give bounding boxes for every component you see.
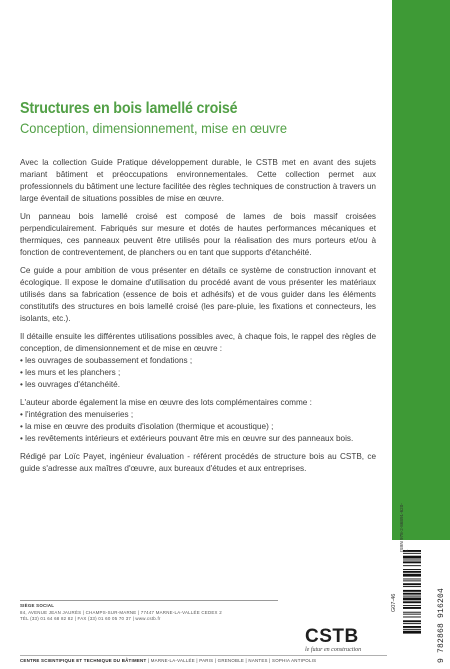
institution-line [20, 655, 390, 663]
list-item: • les ouvrages d'étanchéité. [20, 379, 121, 389]
institution-cities: | MARNE-LA-VALLÉE | PARIS | GRENOBLE | NANTES | SOPHIA ANTIPOLIS [147, 658, 317, 663]
barcode-bar [403, 569, 421, 570]
footer-divider [20, 600, 278, 601]
head-office-label: SIÈGE SOCIAL [20, 603, 55, 608]
barcode-bar [403, 614, 421, 615]
paragraph-panel: Un panneau bois lamellé croisé est composé de lames de bois massif croisées perpendiculairement. Fabriqués sur mesure et dotés de hautes performances mécaniques et thermiques, ces panneaux peuvent être utilisés pour la réalisation des murs porteurs et/ou à fonction de contreventement, de planchers ou en tant que supports d'étanchéité. [20, 212, 376, 257]
cstb-logo [305, 628, 369, 653]
barcode-bar [403, 560, 421, 561]
list-item: • la mise en œuvre des produits d'isolation (thermique et acoustique) ; [20, 422, 274, 432]
barcode-bar [403, 571, 421, 573]
paragraph-guide: Ce guide a pour ambition de vous présenter en détails ce système de construction innovant et écologique. Il expose le domaine d'utilisation du procédé avant de vous présenter les matériaux utilisés dans sa fabrication (essence de bois et adhésifs) et de vous guider dans les éléments constitutifs des structures en bois lamellé croisé (les pare-pluie, les fixations et connecteurs, les isolants, etc.). [20, 266, 376, 323]
head-office-info [20, 603, 290, 623]
list-complementary [20, 409, 376, 445]
barcode-bar [403, 596, 421, 597]
price-code: G07-46 [391, 593, 397, 612]
barcode-bar [403, 607, 421, 609]
list-item: • les ouvrages de soubassement et fondations ; [20, 356, 193, 366]
isbn-label: ISBN 978-2-86891-620-4 [399, 503, 409, 552]
barcode-bar [403, 601, 421, 603]
list-uses [20, 355, 376, 391]
title-block [20, 100, 380, 137]
barcode-bar [403, 565, 421, 566]
barcode-bar [403, 617, 421, 618]
barcode-bar [403, 612, 421, 613]
logo-wordmark: CSTB [305, 626, 359, 647]
paragraph-uses: Il détaille ensuite les différentes utilisations possibles avec, à chaque fois, le rappel des règles de conception, de dimensionnement et de mise en œuvre : [20, 332, 376, 354]
barcode-bar [403, 561, 421, 563]
institution-name: CENTRE SCIENTIFIQUE ET TECHNIQUE DU BÂTIMENT [20, 658, 147, 663]
barcode-bar [403, 586, 421, 587]
barcode-bar [403, 593, 421, 595]
head-office-address: 84, AVENUE JEAN JAURÈS | CHAMPS-SUR-MARNE | 77447 MARNE-LA-VALLÉE CEDEX 2 [20, 609, 222, 615]
barcode-bar [403, 626, 421, 628]
back-cover-text [20, 157, 376, 482]
paragraph-author: Rédigé par Loïc Payet, ingénieur évaluation - référent procédés de structure bois au CSTB, ce guide s'adresse aux maîtres d'œuvre, aux bureaux d'études et aux entreprises. [20, 452, 376, 474]
barcode-bar [403, 605, 421, 606]
head-office-contact: TÉL (33) 01 64 68 82 82 | FAX (33) 01 60 05 70 37 | www.cstb.fr [20, 616, 161, 622]
paragraph-complementary: L'auteur aborde également la mise en œuvre des lots complémentaires comme : [20, 398, 312, 408]
paragraph-collection: Avec la collection Guide Pratique développement durable, le CSTB met en avant des sujets mariant bâtiment et préoccupations environnementales. Cette collection permet aux professionnels du bâtiment une lecture facilitée des règles techniques de construction à travers un large éventail de situations possibles de mise en œuvre. [20, 158, 376, 203]
barcode-bar [403, 583, 421, 585]
logo-tagline: le futur en construction [305, 647, 362, 653]
barcode-bar [403, 620, 421, 622]
isbn-digits: 9 782868 916204 [437, 587, 446, 663]
list-item: • l'intégration des menuiseries ; [20, 410, 134, 420]
barcode-bar [403, 553, 421, 554]
barcode-bar [403, 580, 421, 581]
barcode-bar [403, 579, 421, 580]
list-item: • les murs et les planchers ; [20, 368, 121, 377]
book-title: Structures en bois lamellé croisé [20, 100, 238, 117]
list-item: • les revêtements intérieurs et extérieurs pouvant être mis en œuvre sur des panneaux bois. [20, 434, 354, 444]
barcode-bar [403, 598, 421, 601]
barcode-bar [403, 590, 421, 592]
barcode-bar [403, 623, 421, 624]
barcode-bar [403, 574, 421, 577]
barcode-bar [403, 631, 421, 634]
barcode-bar [403, 556, 421, 559]
barcode-bar [403, 629, 421, 630]
book-subtitle: Conception, dimensionnement, mise en œuvre [20, 120, 288, 136]
